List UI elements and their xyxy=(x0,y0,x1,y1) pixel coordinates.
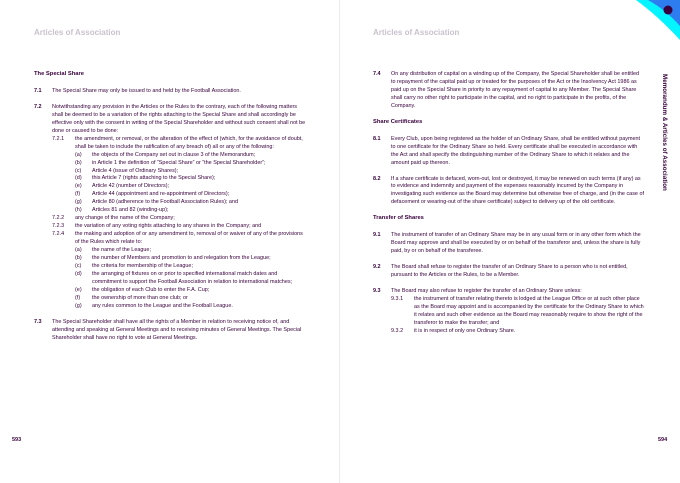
list-item xyxy=(75,295,306,303)
clause-number: 9.3 xyxy=(373,288,381,295)
list-item xyxy=(75,303,306,311)
subclause-7-2-3 xyxy=(52,223,306,231)
item-label: (a) xyxy=(75,247,82,254)
clause-text: Every Club, upon being registered as the holder of an Ordinary Share, shall be entitled without payment to one certificate for the Ordinary Share so held. Every certificate shall be executed in accordance with the Act and shall specify the distinguishing number of the Ordinary Share to which it relates and the amount paid up thereon. xyxy=(391,135,641,166)
item-label: (g) xyxy=(75,302,82,309)
subclause-number: 7.2.1 xyxy=(52,135,65,142)
item-label: (e) xyxy=(75,286,82,293)
item-text: the number of Members and promotion to and relegation from the League; xyxy=(92,255,271,262)
item-label: (c) xyxy=(75,167,82,174)
clause-9-2 xyxy=(373,264,645,280)
item-text: the criteria for membership of the League; xyxy=(92,262,193,269)
clause-text: If a share certificate is defaced, worn-out, lost or destroyed, it may be renewed on such terms (if any) as to evidence and indemnity and payment of the expenses reasonably incurred by the Company in investigating such evidence as the Board may determine but otherwise free of charge, and (in the case of defacement or wearing-out of the share certificate) subject to delivery up of the old certificate. xyxy=(391,175,644,206)
left-page-body xyxy=(34,71,306,351)
clause-7-4 xyxy=(373,71,645,111)
item-label: (d) xyxy=(75,175,82,182)
item-label: (e) xyxy=(75,183,82,190)
list-item xyxy=(75,152,306,160)
subclause-number: 9.3.2 xyxy=(391,327,404,334)
section-heading-special-share: The Special Share xyxy=(34,71,84,77)
left-page-number: 593 xyxy=(12,437,22,443)
clause-8-2 xyxy=(373,176,645,208)
clause-7-1 xyxy=(34,88,306,96)
clause-text: The Board may also refuse to register the transfer of an Ordinary Share unless: xyxy=(391,288,582,295)
item-text: the arranging of fixtures on or prior to specified international match dates and commitment to support the Football Association in relation to international matches; xyxy=(92,270,293,285)
list-item xyxy=(75,168,306,176)
clause-7-3 xyxy=(34,319,306,343)
item-label: (a) xyxy=(75,151,82,158)
list-item xyxy=(75,287,306,295)
subclause-text: the instrument of transfer relating thereto is lodged at the League Office or at such other place as the Board may appoint and is accompanied by the certificate for the Ordinary Share to which it relates and such other evidence as the Board may reasonably require to show the right of the transferor to make the transfer; and xyxy=(414,296,644,326)
clause-9-3 xyxy=(373,288,645,336)
list-item xyxy=(75,271,306,287)
subclause-text: any change of the name of the Company; xyxy=(75,215,175,222)
subclause-7-2-2 xyxy=(52,215,306,223)
list-item xyxy=(75,247,306,255)
clause-text: On any distribution of capital on a winding up of the Company, the Special Shareholder shall be entitled to repayment of the capital paid up or treated for the purposes of the Act or the Insolvency Act 1986 as paid up on the Special Share in priority to any repayment of capital to any Member. The Special Share shall carry no other right to participate in the capital, and no right to participate in the profits, of the Company. xyxy=(391,71,640,109)
clause-number: 7.2 xyxy=(34,103,42,110)
left-running-header: Articles of Association xyxy=(34,28,121,37)
subclause-text: it is in respect of only one Ordinary Share. xyxy=(414,327,516,334)
item-text: the name of the League; xyxy=(92,247,151,254)
subclause-7-2-4 xyxy=(52,231,306,311)
subclause-number: 7.2.3 xyxy=(52,223,65,230)
list-item xyxy=(75,183,306,191)
list-item xyxy=(75,255,306,263)
clause-text: The Board shall refuse to register the transfer of an Ordinary Share to a person who is not entitled, pursuant to the Articles or the Rules, to be a Member. xyxy=(391,264,628,279)
right-page-number: 594 xyxy=(658,437,668,443)
right-page-body xyxy=(373,71,645,344)
item-text: Article 4 (issue of Ordinary Shares); xyxy=(92,167,179,174)
clause-7-2 xyxy=(34,104,306,311)
item-label: (c) xyxy=(75,262,82,269)
corner-swoosh-graphic xyxy=(588,0,680,40)
item-label: (d) xyxy=(75,270,82,277)
clause-number: 7.4 xyxy=(373,71,381,77)
list-item xyxy=(75,160,306,168)
clause-text: Notwithstanding any provision in the Articles or the Rules to the contrary, each of the following matters shall be deemed to be a variation of the rights attaching to the Special Share and shall accordingly be effective only with the consent in writing of the Special Shareholder and without such consent shall not be done or caused to be done: xyxy=(52,103,306,134)
clause-9-1 xyxy=(373,232,645,256)
clause-number: 8.1 xyxy=(373,135,381,142)
clause-text: The instrument of transfer of an Ordinary Share may be in any usual form or in any other form which the Board may approve and shall be executed by or on behalf of the transferor and, unless the share is fully paid, by or on behalf of the transferee. xyxy=(391,232,641,255)
list-item xyxy=(75,263,306,271)
item-text: the objects of the Company set out in clause 3 of the Memorandum; xyxy=(92,151,256,158)
subclause-text: the making and adoption of or any amendment to, removal of or waiver of any of the provisions of the Rules which relate to: xyxy=(75,231,303,246)
clause-8-1 xyxy=(373,136,645,168)
right-running-header: Articles of Association xyxy=(373,28,460,37)
subclause-9-3-2 xyxy=(391,328,645,336)
clause-text: The Special Share may only be issued to and held by the Football Association. xyxy=(52,87,241,94)
lion-logo-icon xyxy=(664,6,673,15)
item-text: Article 42 (number of Directors); xyxy=(92,183,170,190)
item-text: Article 44 (appointment and re-appointment of Directors); xyxy=(92,191,230,198)
item-label: (g) xyxy=(75,199,82,206)
side-vertical-title: Memorandum & Articles of Association xyxy=(661,74,668,191)
page-gutter xyxy=(339,0,340,483)
item-text: this Article 7 (rights attaching to the Special Share); xyxy=(92,175,216,182)
item-text: the ownership of more than one club; or xyxy=(92,294,188,301)
item-label: (b) xyxy=(75,159,82,166)
subclause-number: 7.2.2 xyxy=(52,215,65,222)
item-label: (b) xyxy=(75,255,82,262)
subclause-text: the variation of any voting rights attaching to any shares in the Company; and xyxy=(75,223,262,230)
clause-number: 9.2 xyxy=(373,264,381,271)
list-item xyxy=(75,175,306,183)
subclause-9-3-1 xyxy=(391,296,645,328)
item-label: (h) xyxy=(75,207,82,214)
section-heading-share-certificates: Share Certificates xyxy=(373,118,423,125)
subclause-number: 9.3.1 xyxy=(391,296,404,303)
clause-number: 7.1 xyxy=(34,87,42,94)
clause-number: 7.3 xyxy=(34,318,42,325)
list-item xyxy=(75,207,306,215)
clause-number: 8.2 xyxy=(373,175,381,182)
subclause-text: the amendment, or removal, or the alteration of the effect of (which, for the avoidance of doubt, shall be taken to include the ratification of any breach of) all or any of the following: xyxy=(75,135,303,150)
item-text: in Article 1 the definition of “Special Share” or “the Special Shareholder”; xyxy=(92,159,266,166)
item-label: (f) xyxy=(75,191,81,198)
item-text: any rules common to the League and the Football League. xyxy=(92,302,233,309)
subclause-7-2-1 xyxy=(52,136,306,216)
clause-number: 9.1 xyxy=(373,232,381,239)
item-text: Article 80 (adherence to the Football Association Rules); and xyxy=(92,199,238,206)
clause-text: The Special Shareholder shall have all the rights of a Member in relation to receiving notice of, and attending and speaking at General Meetings and to receiving minutes of General Meetings. The Special Shareholder shall have no right to vote at General Meetings. xyxy=(52,318,302,341)
section-heading-transfer-of-shares: Transfer of Shares xyxy=(373,215,424,222)
list-item xyxy=(75,191,306,199)
subclause-number: 7.2.4 xyxy=(52,231,65,238)
item-text: the obligation of each Club to enter the F.A. Cup; xyxy=(92,286,210,293)
corner-graphic xyxy=(588,0,680,40)
item-text: Articles 81 and 82 (winding-up); xyxy=(92,207,169,214)
list-item xyxy=(75,199,306,207)
item-label: (f) xyxy=(75,294,81,301)
